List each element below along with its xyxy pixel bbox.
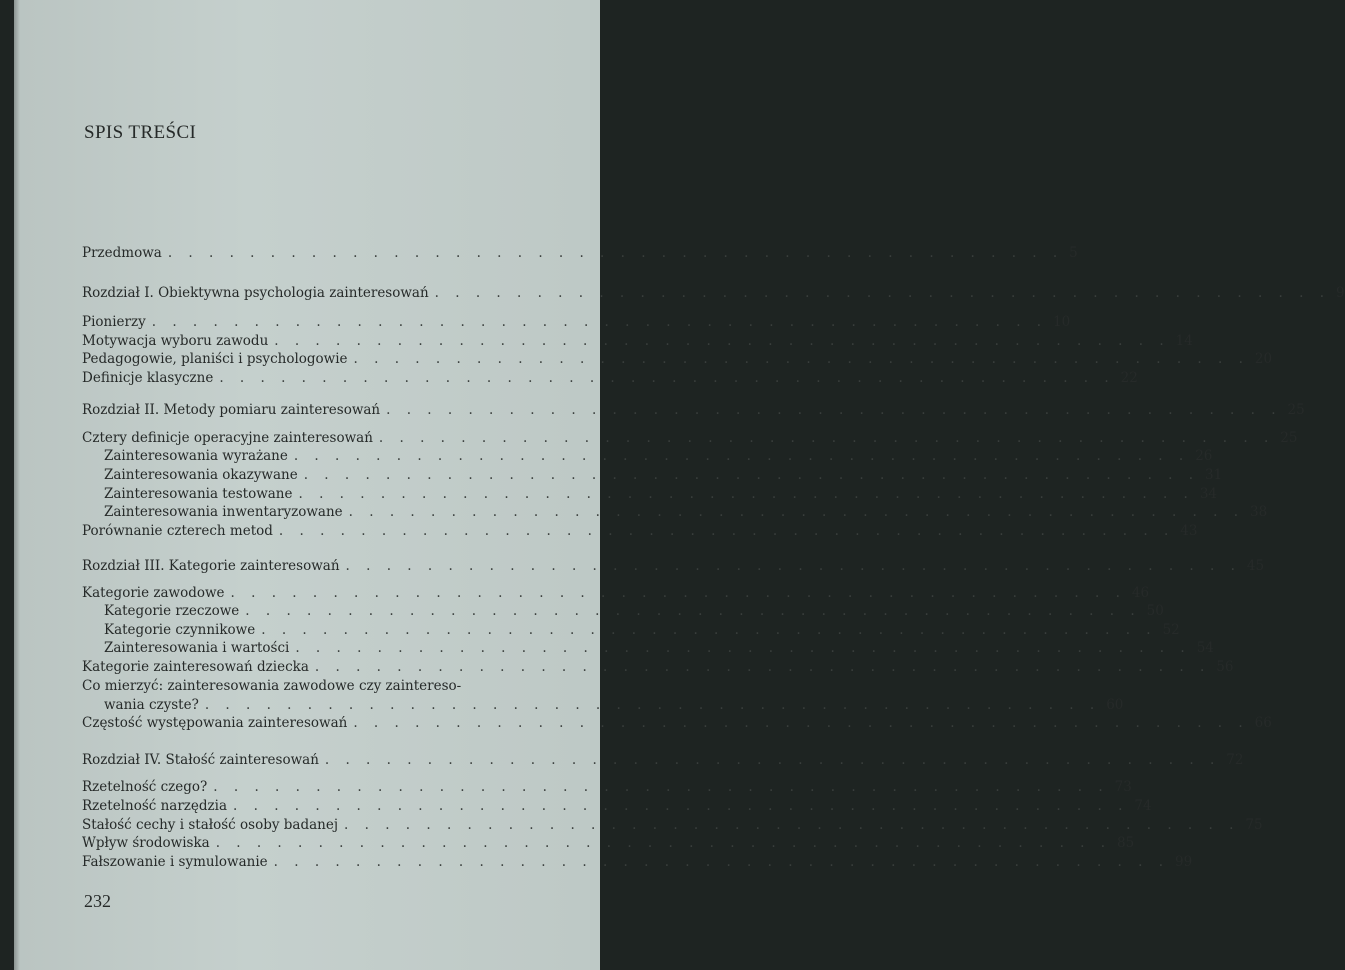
toc-entry-page: 25 (1287, 402, 1305, 418)
toc-entry (82, 350, 1273, 369)
leader-dots: . . . . . . . . . . . . . . . . . . . . . . . . . . . . . . . . . . . . . . . . . . . . (348, 504, 1244, 520)
toc-chapter (82, 284, 1345, 303)
toc-entry-label: Rozdział IV. Stałość zainteresowań (82, 752, 319, 768)
toc-entry-label: Fałszowanie i symulowanie (82, 854, 268, 870)
toc-entry-page: 60 (1106, 697, 1124, 713)
toc-subentry (82, 621, 1180, 640)
toc-entry-label: Cztery definicje operacyjne zainteresowań (82, 430, 373, 446)
toc-entry-page: 22 (1120, 370, 1138, 386)
toc-entry-page: 25 (1280, 430, 1298, 446)
toc-entry (82, 584, 1150, 603)
toc-entry-label: Rozdział II. Metody pomiaru zainteresowań (82, 402, 381, 418)
leader-dots: . . . . . . . . . . . . . . . . . . . . . . . . . . . . . . . . . . . . . . . . . . . . (245, 603, 1141, 619)
leader-dots: . . . . . . . . . . . . . . . . . . . . . . . . . . . . . . . . . . . . . . . . . . . . (295, 640, 1191, 656)
toc-chapter (82, 557, 1265, 576)
leader-dots: . . . . . . . . . . . . . . . . . . . . . . . . . . . . . . . . . . . . . . . . . . . . (303, 467, 1200, 483)
toc-entry-page: 5 (1069, 245, 1078, 261)
toc-entry-page: 34 (1199, 486, 1218, 502)
leader-dots: . . . . . . . . . . . . . . . . . . . . . . . . . . . . . . . . . . . . . . . . . . . . (293, 448, 1190, 464)
leader-dots: . . . . . . . . . . . . . . . . . . . . . . . . . . . . . . . . . . . . . . . . . . . . (233, 798, 1129, 814)
leader-dots: . . . . . . . . . . . . . . . . . . . . . . . . . . . . . . . . . . . . . . . . . . . . (324, 752, 1221, 768)
leader-dots: . . . . . . . . . . . . . . . . . . . . . . . . . . . . . . . . . . . . . . . . . . . . (230, 585, 1126, 601)
toc-entry-page: 54 (1196, 640, 1214, 656)
toc-subentry (82, 503, 1268, 522)
leader-dots: . . . . . . . . . . . . . . . . . . . . . . . . . . . . . . . . . . . . . . . . . . . . (386, 402, 1282, 418)
leader-dots: . . . . . . . . . . . . . . . . . . . . . . . . . . . . . . . . . . . . . . . . . . . . (167, 245, 1064, 261)
leader-dots: . . . . . . . . . . . . . . . . . . . . . . . . . . . . . . . . . . . . . . . . . . . . (213, 779, 1109, 795)
toc-entry-label: wania czyste? (104, 697, 199, 713)
toc-entry-page: 75 (1245, 817, 1263, 833)
toc-entry-page: 45 (1246, 558, 1265, 574)
leader-dots: . . . . . . . . . . . . . . . . . . . . . . . . . . . . . . . . . . . . . . . . . . . . (353, 715, 1249, 731)
toc-entry (82, 853, 1193, 872)
toc-entry-label: Przedmowa (82, 245, 162, 261)
leader-dots: . . . . . . . . . . . . . . . . . . . . . . . . . . . . . . . . . . . . . . . . . . . . (261, 622, 1157, 638)
toc-entry-page: 66 (1254, 715, 1272, 731)
toc-entry-page: 38 (1250, 504, 1268, 520)
toc-subentry (82, 639, 1214, 658)
toc-entry (82, 834, 1135, 853)
toc-entry (82, 429, 1298, 448)
toc-entry-page: 10 (1053, 314, 1071, 330)
toc-entry-label: Zainteresowania inwentaryzowane (104, 504, 343, 520)
toc-entry-label: Zainteresowania okazywane (104, 467, 298, 483)
toc-entry-page: 46 (1131, 585, 1150, 601)
toc-entry-label: Kategorie zainteresowań dziecka (82, 659, 309, 675)
toc-entry-label: Częstość występowania zainteresowań (82, 715, 348, 731)
toc-entry-label: Definicje klasyczne (82, 370, 214, 386)
toc-entry-label: Rzetelność narzędzia (82, 798, 228, 814)
toc-entry (82, 778, 1132, 797)
toc-entry-page: 50 (1146, 603, 1164, 619)
page-number: 232 (84, 891, 111, 911)
toc-entry (82, 677, 556, 696)
toc-entry-page: 72 (1226, 752, 1244, 768)
leader-dots: . . . . . . . . . . . . . . . . . . . . . . . . . . . . . . . . . . . . . . . . . . . . (314, 659, 1211, 675)
leader-dots: . . . . . . . . . . . . . . . . . . . . . . . . . . . . . . . . . . . . . . . . . . . . (204, 697, 1101, 713)
toc-entry-page: 31 (1205, 467, 1223, 483)
toc-entry (82, 332, 1193, 351)
toc-entry-page: 26 (1195, 448, 1213, 464)
toc-entry-label: Motywacja wyboru zawodu (82, 333, 269, 349)
leader-dots: . . . . . . . . . . . . . . . . . . . . . . . . . . . . . . . . . . . . . . . . . . . . (298, 486, 1194, 502)
toc-chapter (82, 751, 1244, 770)
toc-entry-page: 56 (1216, 659, 1234, 675)
toc-entry (82, 313, 1071, 332)
toc-entry-page: 73 (1114, 779, 1132, 795)
toc-entry (82, 658, 1234, 677)
toc-chapter (82, 401, 1305, 420)
leader-dots: . . . . . . . . . . . . . . . . . . . . . . . . . . . . . . . . . . . . . . . . . . . . (151, 314, 1048, 330)
toc-entry-label: Pionierzy (82, 314, 146, 330)
leader-dots: . . . . . . . . . . . . . . . . . . . . . . . . . . . . . . . . . . . . . . . . . . . . (215, 835, 1112, 851)
toc-entry-label: Pedagogowie, planiści i psychologowie (82, 351, 348, 367)
toc-entry-label: Porównanie czterech metod (82, 523, 273, 539)
toc-entry-label: Co mierzyć: zainteresowania zawodowe czy zaintereso- (82, 678, 462, 694)
toc-subentry (82, 602, 1164, 621)
toc-entry (82, 714, 1272, 733)
toc-entry-page: 52 (1162, 622, 1180, 638)
leader-dots: . . . . . . . . . . . . . . . . . . . . . . . . . . . . . . . . . . . . . . . . . . . . (278, 523, 1175, 539)
toc-entry (82, 522, 1198, 541)
toc-subentry (82, 466, 1223, 485)
leader-dots: . . . . . . . . . . . . . . . . . . . . . . . . . . . . . . . . . . . . . . . . . . . . (353, 351, 1249, 367)
toc-entry-page: 43 (1180, 523, 1198, 539)
toc-entry-label: Wpływ środowiska (82, 835, 210, 851)
toc-entry-label: Rozdział I. Obiektywna psychologia zainteresowań (82, 285, 429, 301)
toc-entry-label: Zainteresowania testowane (104, 486, 293, 502)
toc-entry (82, 797, 1152, 816)
toc-entry-label: Rzetelność czego? (82, 779, 208, 795)
toc-entry-page: 85 (1117, 835, 1135, 851)
toc-entry-page: 14 (1175, 333, 1193, 349)
toc-subentry (82, 696, 1124, 715)
toc-entry-label: Kategorie rzeczowe (104, 603, 240, 619)
toc-entry-page: 74 (1134, 798, 1152, 814)
toc-subentry (82, 447, 1213, 466)
leader-dots: . . . . . . . . . . . . . . . . . . . . . . . . . . . . . . . . . . . . . . . . . . . . (273, 854, 1169, 870)
page-title: SPIS TREŚCI (84, 122, 197, 143)
toc-entry-label: Kategorie zawodowe (82, 585, 225, 601)
page-edge-shadow (14, 0, 20, 970)
toc-entry-label: Zainteresowania i wartości (104, 640, 290, 656)
leader-dots: . . . . . . . . . . . . . . . . . . . . . . . . . . . . . . . . . . . . . . . . . . . . (219, 370, 1115, 386)
toc-entry-page: 20 (1254, 351, 1273, 367)
toc-entry-label: Rozdział III. Kategorie zainteresowań (82, 558, 340, 574)
toc-entry (82, 816, 1263, 835)
toc-entry (82, 369, 1138, 388)
toc-entry-label: Kategorie czynnikowe (104, 622, 256, 638)
toc-entry-page: 9 (1336, 285, 1345, 301)
toc-entry-label: Zainteresowania wyrażane (104, 448, 288, 464)
toc-subentry (82, 485, 1218, 504)
leader-dots: . . . . . . . . . . . . . . . . . . . . . . . . . . . . . . . . . . . . . . . . . . . . (274, 333, 1170, 349)
toc-entry-label: Stałość cechy i stałość osoby badanej (82, 817, 339, 833)
leader-dots: . . . . . . . . . . . . . . . . . . . . . . . . . . . . . . . . . . . . . . . . . . . . (434, 285, 1330, 301)
leader-dots: . . . . . . . . . . . . . . . . . . . . . . . . . . . . . . . . . . . . . . . . . . . . (378, 430, 1275, 446)
toc-entry-page: 99 (1175, 854, 1193, 870)
leader-dots: . . . . . . . . . . . . . . . . . . . . . . . . . . . . . . . . . . . . . . . . . . . . (344, 817, 1240, 833)
book-page (14, 0, 1345, 970)
toc-entry (82, 244, 1078, 263)
leader-dots: . . . . . . . . . . . . . . . . . . . . . . . . . . . . . . . . . . . . . . . . . . . . (345, 558, 1241, 574)
